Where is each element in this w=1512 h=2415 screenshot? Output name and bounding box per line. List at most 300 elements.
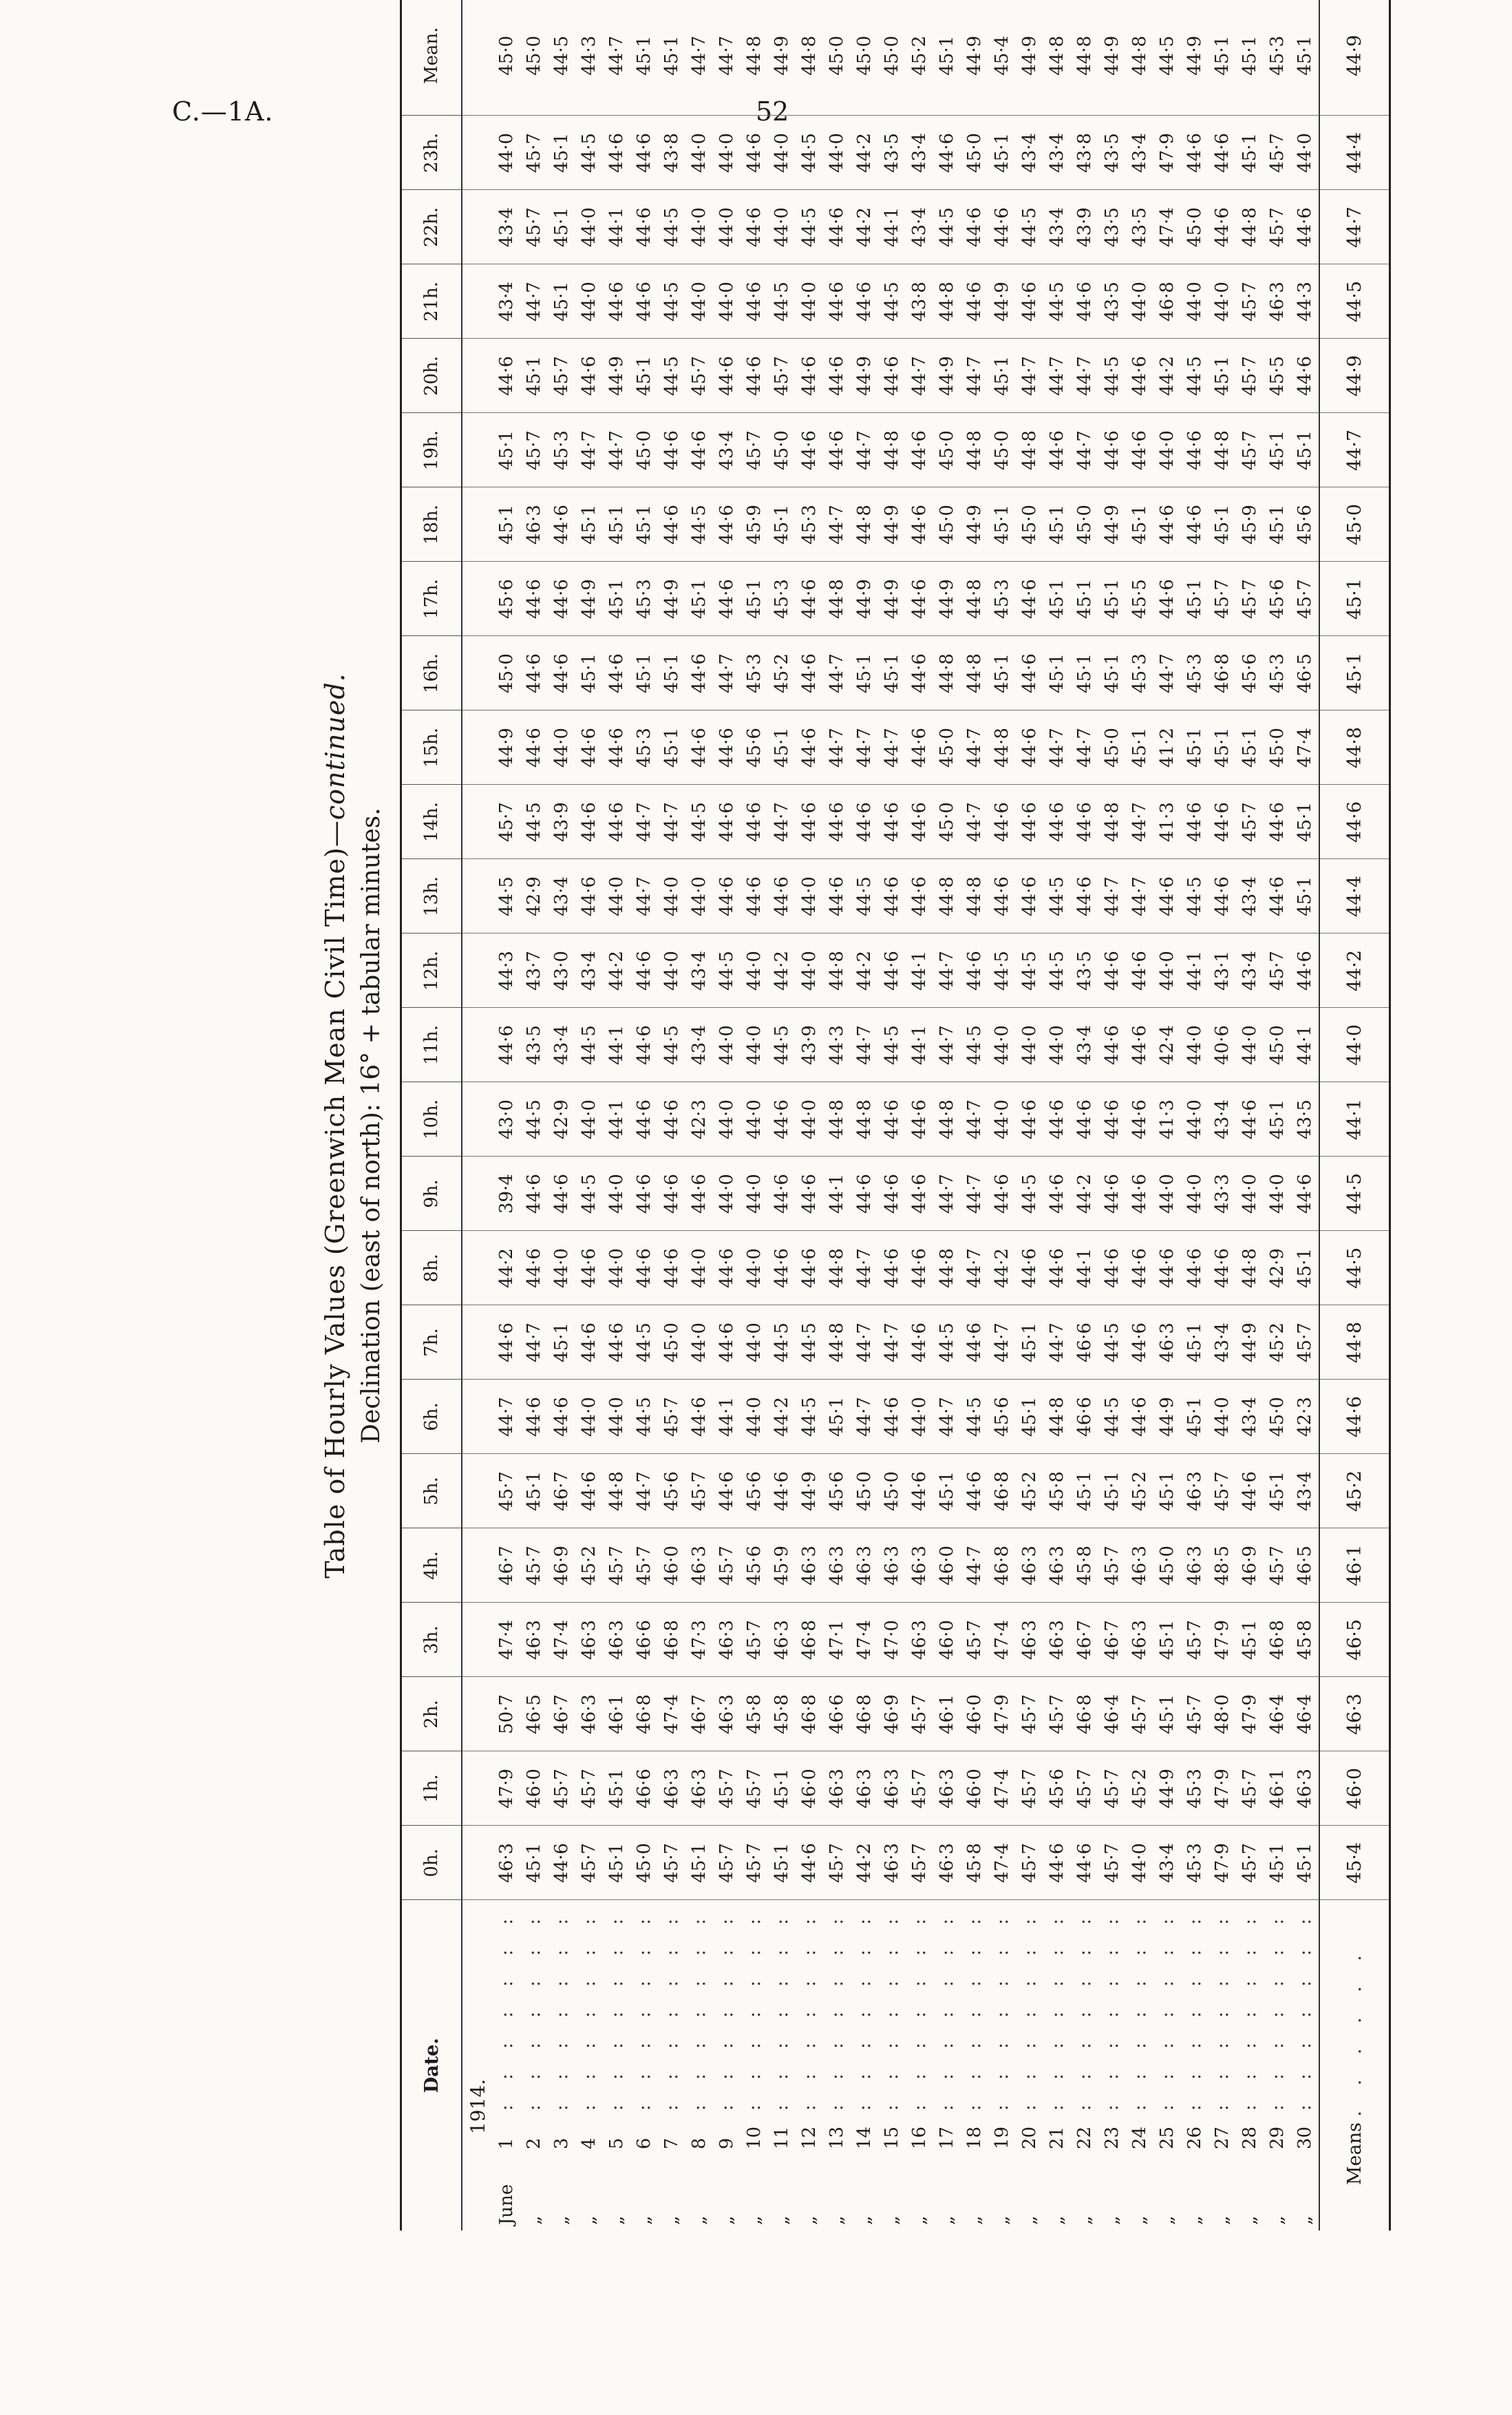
value-cell: 44·6 bbox=[796, 339, 823, 413]
value-cell: 45·6 bbox=[823, 1454, 851, 1528]
value-cell: 44·0 bbox=[685, 1231, 713, 1305]
value-cell: 45·1 bbox=[1291, 859, 1319, 934]
value-cell: 44·0 bbox=[603, 1380, 630, 1454]
value-cell: 44·0 bbox=[796, 859, 823, 934]
month-label: „ bbox=[744, 2215, 765, 2225]
value-cell: 44·5 bbox=[768, 264, 796, 339]
row-mean-cell: 45·0 bbox=[851, 0, 878, 116]
value-cell: 47·4 bbox=[658, 1677, 685, 1751]
hour-mean-cell: 44·0 bbox=[1319, 1008, 1389, 1082]
month-label: „ bbox=[827, 2215, 847, 2225]
value-cell: 43·4 bbox=[906, 116, 933, 190]
value-cell: 44·0 bbox=[713, 1082, 741, 1157]
value-cell: 44·6 bbox=[658, 487, 685, 562]
value-cell: 44·6 bbox=[713, 859, 741, 934]
value-cell: 44·6 bbox=[1016, 562, 1043, 636]
value-cell: 45·7 bbox=[548, 1751, 575, 1826]
value-cell: 44·6 bbox=[603, 116, 630, 190]
value-cell: 45·7 bbox=[1236, 1751, 1264, 1826]
value-cell: 44·6 bbox=[575, 339, 603, 413]
value-cell: 44·5 bbox=[961, 1008, 988, 1082]
value-cell: 45·7 bbox=[1236, 339, 1264, 413]
value-cell: 42·3 bbox=[685, 1082, 713, 1157]
date-cell bbox=[1264, 1900, 1291, 2231]
value-cell: 44·6 bbox=[961, 1454, 988, 1528]
value-cell: 45·1 bbox=[1098, 1454, 1126, 1528]
value-cell: 44·6 bbox=[796, 636, 823, 710]
value-cell: 45·3 bbox=[630, 562, 658, 636]
value-cell: 44·6 bbox=[961, 1305, 988, 1380]
value-cell: 46·3 bbox=[658, 1751, 685, 1826]
value-cell: 45·9 bbox=[768, 1528, 796, 1603]
value-cell: 44·0 bbox=[796, 1082, 823, 1157]
value-cell: 46·5 bbox=[520, 1677, 548, 1751]
value-cell: 44·9 bbox=[1153, 1751, 1181, 1826]
value-cell: 44·6 bbox=[713, 562, 741, 636]
row-mean-cell: 44·8 bbox=[741, 0, 768, 116]
value-cell: 43·4 bbox=[1153, 1826, 1181, 1900]
month-label: „ bbox=[1184, 2215, 1205, 2225]
leader-dots: : : : : : : : bbox=[1047, 1909, 1067, 2111]
value-cell: 44·7 bbox=[713, 636, 741, 710]
month-label: „ bbox=[1129, 2215, 1150, 2225]
value-cell: 43·4 bbox=[548, 1008, 575, 1082]
value-cell: 44·0 bbox=[1181, 1008, 1208, 1082]
value-cell: 45·8 bbox=[1291, 1603, 1319, 1677]
value-cell: 44·6 bbox=[768, 1454, 796, 1528]
blank-cell bbox=[462, 1082, 493, 1157]
month-label: „ bbox=[992, 2215, 1012, 2225]
value-cell: 44·6 bbox=[1126, 413, 1153, 487]
hour-mean-cell: 44·5 bbox=[1319, 1157, 1389, 1231]
date-cell bbox=[1043, 1900, 1071, 2231]
value-cell: 44·0 bbox=[988, 1082, 1016, 1157]
value-cell: 46·9 bbox=[548, 1528, 575, 1603]
value-cell: 44·7 bbox=[961, 1082, 988, 1157]
value-cell: 46·3 bbox=[823, 1528, 851, 1603]
value-cell: 45·0 bbox=[961, 116, 988, 190]
blank-cell bbox=[462, 487, 493, 562]
value-cell: 45·7 bbox=[1016, 1826, 1043, 1900]
hour-mean-cell: 46·5 bbox=[1319, 1603, 1389, 1677]
value-cell: 45·1 bbox=[1236, 116, 1264, 190]
header-row bbox=[402, 0, 462, 2231]
value-cell: 44·7 bbox=[493, 1380, 520, 1454]
value-cell: 44·7 bbox=[630, 859, 658, 934]
value-cell: 44·6 bbox=[741, 785, 768, 859]
value-cell: 44·6 bbox=[713, 1454, 741, 1528]
means-row bbox=[1319, 0, 1389, 2231]
value-cell: 43·7 bbox=[520, 934, 548, 1008]
value-cell: 43·4 bbox=[1236, 1380, 1264, 1454]
value-cell: 44·7 bbox=[1043, 710, 1071, 785]
blank-cell bbox=[462, 1826, 493, 1900]
hour-header: 5h. bbox=[402, 1454, 462, 1528]
value-cell: 44·8 bbox=[603, 1454, 630, 1528]
value-cell: 44·5 bbox=[575, 116, 603, 190]
value-cell: 45·7 bbox=[685, 339, 713, 413]
leader-dots: . . . . . . bbox=[1343, 1945, 1365, 2117]
value-cell: 44·5 bbox=[1016, 1157, 1043, 1231]
value-cell: 44·9 bbox=[851, 339, 878, 413]
value-cell: 45·1 bbox=[575, 636, 603, 710]
value-cell: 44·7 bbox=[1071, 710, 1098, 785]
value-cell: 46·7 bbox=[1098, 1603, 1126, 1677]
value-cell: 45·5 bbox=[1264, 339, 1291, 413]
value-cell: 44·8 bbox=[1098, 785, 1126, 859]
value-cell: 44·0 bbox=[1153, 413, 1181, 487]
value-cell: 44·5 bbox=[1098, 339, 1126, 413]
value-cell: 44·7 bbox=[851, 1380, 878, 1454]
value-cell: 44·5 bbox=[796, 1380, 823, 1454]
value-cell: 45·7 bbox=[1236, 562, 1264, 636]
value-cell: 44·9 bbox=[1098, 487, 1126, 562]
value-cell: 45·2 bbox=[1016, 1454, 1043, 1528]
value-cell: 44·9 bbox=[878, 487, 906, 562]
value-cell: 47·4 bbox=[988, 1751, 1016, 1826]
blank-cell bbox=[462, 1751, 493, 1826]
table-row bbox=[988, 0, 1016, 2231]
value-cell: 44·6 bbox=[1071, 264, 1098, 339]
value-cell: 45·1 bbox=[658, 710, 685, 785]
year-row bbox=[462, 0, 493, 2231]
value-cell: 44·2 bbox=[1153, 339, 1181, 413]
month-label: „ bbox=[689, 2215, 710, 2225]
month-label: „ bbox=[1019, 2215, 1040, 2225]
blank-cell bbox=[462, 0, 493, 116]
value-cell: 44·6 bbox=[575, 1454, 603, 1528]
value-cell: 43·4 bbox=[1016, 116, 1043, 190]
table-row bbox=[1208, 0, 1236, 2231]
value-cell: 44·0 bbox=[768, 116, 796, 190]
date-cell bbox=[823, 1900, 851, 2231]
value-cell: 44·0 bbox=[603, 859, 630, 934]
value-cell: 45·3 bbox=[1264, 636, 1291, 710]
value-cell: 44·6 bbox=[823, 190, 851, 264]
value-cell: 45·1 bbox=[1153, 1454, 1181, 1528]
value-cell: 44·8 bbox=[1208, 413, 1236, 487]
value-cell: 44·1 bbox=[603, 190, 630, 264]
leader-dots: : : : : : : : bbox=[1184, 1909, 1205, 2111]
value-cell: 45·3 bbox=[768, 562, 796, 636]
value-cell: 45·1 bbox=[1126, 710, 1153, 785]
value-cell: 44·9 bbox=[933, 562, 961, 636]
row-mean-cell: 45·1 bbox=[933, 0, 961, 116]
month-label: „ bbox=[716, 2215, 737, 2225]
value-cell: 45·1 bbox=[1153, 1677, 1181, 1751]
value-cell: 45·3 bbox=[548, 413, 575, 487]
hour-mean-cell: 45·1 bbox=[1319, 562, 1389, 636]
value-cell: 46·0 bbox=[796, 1751, 823, 1826]
leader-dots: : : : : : : : bbox=[524, 1909, 544, 2111]
day-label: 8 bbox=[689, 2138, 710, 2149]
value-cell: 44·9 bbox=[575, 562, 603, 636]
hour-header: 0h. bbox=[402, 1826, 462, 1900]
value-cell: 44·7 bbox=[823, 636, 851, 710]
value-cell: 45·8 bbox=[1043, 1454, 1071, 1528]
value-cell: 45·1 bbox=[1264, 1454, 1291, 1528]
value-cell: 45·0 bbox=[1181, 190, 1208, 264]
value-cell: 46·3 bbox=[878, 1751, 906, 1826]
value-cell: 44·6 bbox=[1181, 785, 1208, 859]
value-cell: 44·6 bbox=[878, 1157, 906, 1231]
blank-cell bbox=[462, 1008, 493, 1082]
leader-dots: : : : : : : : bbox=[827, 1909, 847, 2111]
value-cell: 45·0 bbox=[630, 413, 658, 487]
value-cell: 44·6 bbox=[851, 785, 878, 859]
value-cell: 39·4 bbox=[493, 1157, 520, 1231]
value-cell: 44·6 bbox=[906, 1231, 933, 1305]
value-cell: 43·4 bbox=[1126, 116, 1153, 190]
value-cell: 44·6 bbox=[796, 710, 823, 785]
date-cell bbox=[575, 1900, 603, 2231]
hour-header: 18h. bbox=[402, 487, 462, 562]
value-cell: 45·7 bbox=[906, 1826, 933, 1900]
value-cell: 44·0 bbox=[713, 190, 741, 264]
month-label: „ bbox=[1157, 2215, 1178, 2225]
hour-header: 16h. bbox=[402, 636, 462, 710]
value-cell: 44·5 bbox=[658, 190, 685, 264]
value-cell: 44·7 bbox=[1071, 339, 1098, 413]
value-cell: 44·6 bbox=[548, 562, 575, 636]
blank-cell bbox=[462, 1231, 493, 1305]
value-cell: 44·8 bbox=[961, 636, 988, 710]
value-cell: 45·1 bbox=[768, 1751, 796, 1826]
value-cell: 44·5 bbox=[630, 1380, 658, 1454]
value-cell: 43·4 bbox=[1208, 1305, 1236, 1380]
value-cell: 44·0 bbox=[768, 190, 796, 264]
value-cell: 44·6 bbox=[1236, 1082, 1264, 1157]
value-cell: 44·6 bbox=[575, 859, 603, 934]
value-cell: 45·7 bbox=[603, 1528, 630, 1603]
value-cell: 44·1 bbox=[906, 1008, 933, 1082]
value-cell: 46·6 bbox=[630, 1603, 658, 1677]
value-cell: 44·6 bbox=[548, 487, 575, 562]
value-cell: 44·8 bbox=[961, 859, 988, 934]
value-cell: 44·6 bbox=[823, 339, 851, 413]
value-cell: 45·0 bbox=[1071, 487, 1098, 562]
hour-mean-cell: 46·0 bbox=[1319, 1751, 1389, 1826]
value-cell: 45·1 bbox=[1264, 487, 1291, 562]
value-cell: 44·0 bbox=[1236, 1008, 1264, 1082]
value-cell: 45·6 bbox=[1043, 1751, 1071, 1826]
value-cell: 43·4 bbox=[1043, 116, 1071, 190]
value-cell: 44·6 bbox=[878, 1380, 906, 1454]
row-mean-cell: 45·1 bbox=[658, 0, 685, 116]
value-cell: 45·3 bbox=[630, 710, 658, 785]
value-cell: 46·8 bbox=[796, 1603, 823, 1677]
value-cell: 44·6 bbox=[823, 859, 851, 934]
value-cell: 44·5 bbox=[878, 264, 906, 339]
table-row bbox=[1181, 0, 1208, 2231]
month-label: „ bbox=[634, 2215, 654, 2225]
hour-mean-cell: 44·9 bbox=[1319, 339, 1389, 413]
value-cell: 45·2 bbox=[1126, 1751, 1153, 1826]
value-cell: 44·0 bbox=[685, 1305, 713, 1380]
value-cell: 44·7 bbox=[878, 1305, 906, 1380]
value-cell: 45·1 bbox=[520, 339, 548, 413]
value-cell: 45·0 bbox=[933, 413, 961, 487]
day-label: 30 bbox=[1295, 2126, 1315, 2149]
value-cell: 45·8 bbox=[768, 1677, 796, 1751]
hour-mean-cell: 44·5 bbox=[1319, 1231, 1389, 1305]
value-cell: 44·8 bbox=[988, 710, 1016, 785]
value-cell: 46·6 bbox=[1071, 1305, 1098, 1380]
value-cell: 44·0 bbox=[603, 1231, 630, 1305]
day-label: 13 bbox=[827, 2126, 847, 2149]
date-cell bbox=[630, 1900, 658, 2231]
value-cell: 45·1 bbox=[1208, 339, 1236, 413]
value-cell: 44·0 bbox=[1126, 264, 1153, 339]
value-cell: 44·5 bbox=[685, 487, 713, 562]
value-cell: 46·3 bbox=[1264, 264, 1291, 339]
value-cell: 45·7 bbox=[713, 1826, 741, 1900]
value-cell: 44·6 bbox=[851, 1157, 878, 1231]
value-cell: 44·6 bbox=[768, 1157, 796, 1231]
leader-dots: : : : : : : : bbox=[496, 1909, 517, 2111]
value-cell: 45·7 bbox=[1181, 1677, 1208, 1751]
value-cell: 44·0 bbox=[685, 859, 713, 934]
value-cell: 44·5 bbox=[1098, 1305, 1126, 1380]
value-cell: 44·8 bbox=[1043, 1380, 1071, 1454]
table-body bbox=[462, 0, 1389, 2231]
value-cell: 44·2 bbox=[1071, 1157, 1098, 1231]
hour-mean-cell: 44·5 bbox=[1319, 264, 1389, 339]
value-cell: 44·6 bbox=[630, 1008, 658, 1082]
hour-mean-cell: 44·6 bbox=[1319, 785, 1389, 859]
table-row bbox=[630, 0, 658, 2231]
value-cell: 45·7 bbox=[1291, 562, 1319, 636]
value-cell: 45·7 bbox=[1264, 1528, 1291, 1603]
value-cell: 44·6 bbox=[713, 487, 741, 562]
value-cell: 45·1 bbox=[548, 1305, 575, 1380]
value-cell: 44·7 bbox=[988, 1305, 1016, 1380]
value-cell: 44·5 bbox=[520, 785, 548, 859]
row-mean-cell: 44·5 bbox=[1153, 0, 1181, 116]
value-cell: 44·6 bbox=[988, 785, 1016, 859]
value-cell: 44·6 bbox=[548, 1380, 575, 1454]
value-cell: 45·1 bbox=[603, 562, 630, 636]
value-cell: 45·7 bbox=[741, 1826, 768, 1900]
day-label: 17 bbox=[937, 2126, 957, 2149]
value-cell: 45·7 bbox=[548, 339, 575, 413]
value-cell: 45·3 bbox=[796, 487, 823, 562]
leader-dots: : : : : : : : bbox=[771, 1909, 792, 2111]
value-cell: 46·3 bbox=[823, 1751, 851, 1826]
value-cell: 44·7 bbox=[961, 710, 988, 785]
value-cell: 44·0 bbox=[1126, 1826, 1153, 1900]
value-cell: 44·7 bbox=[575, 413, 603, 487]
value-cell: 44·6 bbox=[906, 710, 933, 785]
value-cell: 45·7 bbox=[1043, 1677, 1071, 1751]
value-cell: 44·7 bbox=[520, 1305, 548, 1380]
value-cell: 44·6 bbox=[1181, 1231, 1208, 1305]
means-label: Means bbox=[1343, 2122, 1365, 2185]
value-cell: 45·1 bbox=[1043, 562, 1071, 636]
value-cell: 44·6 bbox=[1098, 1082, 1126, 1157]
row-mean-cell: 44·7 bbox=[603, 0, 630, 116]
value-cell: 45·1 bbox=[630, 487, 658, 562]
value-cell: 44·9 bbox=[796, 1454, 823, 1528]
value-cell: 44·6 bbox=[1181, 487, 1208, 562]
value-cell: 45·7 bbox=[685, 1454, 713, 1528]
month-label: „ bbox=[909, 2215, 930, 2225]
value-cell: 46·1 bbox=[603, 1677, 630, 1751]
blank-cell bbox=[462, 413, 493, 487]
value-cell: 42·9 bbox=[548, 1082, 575, 1157]
value-cell: 43·5 bbox=[878, 116, 906, 190]
date-cell bbox=[1071, 1900, 1098, 2231]
day-label: 2 bbox=[524, 2138, 544, 2149]
hour-header: 10h. bbox=[402, 1082, 462, 1157]
value-cell: 44·7 bbox=[630, 1454, 658, 1528]
leader-dots: : : : : : : : bbox=[799, 1909, 820, 2111]
hour-header: 14h. bbox=[402, 785, 462, 859]
leader-dots: : : : : : : : bbox=[1212, 1909, 1233, 2111]
value-cell: 45·7 bbox=[1016, 1677, 1043, 1751]
value-cell: 44·6 bbox=[1016, 1082, 1043, 1157]
row-mean-cell: 45·2 bbox=[906, 0, 933, 116]
value-cell: 43·5 bbox=[1071, 934, 1098, 1008]
value-cell: 45·1 bbox=[548, 190, 575, 264]
value-cell: 46·6 bbox=[1071, 1380, 1098, 1454]
value-cell: 44·5 bbox=[713, 934, 741, 1008]
value-cell: 45·7 bbox=[658, 1380, 685, 1454]
value-cell: 44·6 bbox=[1153, 562, 1181, 636]
value-cell: 44·5 bbox=[1043, 859, 1071, 934]
value-cell: 44·6 bbox=[630, 1231, 658, 1305]
table-row bbox=[851, 0, 878, 2231]
value-cell: 44·6 bbox=[548, 1826, 575, 1900]
row-mean-cell: 44·8 bbox=[796, 0, 823, 116]
value-cell: 44·0 bbox=[1208, 264, 1236, 339]
value-cell: 43·8 bbox=[906, 264, 933, 339]
date-cell bbox=[1208, 1900, 1236, 2231]
leader-dots: : : : : : : : bbox=[689, 1909, 710, 2111]
table-row bbox=[878, 0, 906, 2231]
value-cell: 44·0 bbox=[658, 859, 685, 934]
value-cell: 44·0 bbox=[1291, 116, 1319, 190]
value-cell: 46·3 bbox=[851, 1528, 878, 1603]
hour-header: 20h. bbox=[402, 339, 462, 413]
value-cell: 46·1 bbox=[1264, 1751, 1291, 1826]
value-cell: 45·1 bbox=[1264, 1082, 1291, 1157]
leader-dots: : : : : : : : bbox=[579, 1909, 599, 2111]
value-cell: 44·9 bbox=[878, 562, 906, 636]
value-cell: 44·0 bbox=[1181, 264, 1208, 339]
value-cell: 44·9 bbox=[851, 562, 878, 636]
value-cell: 44·0 bbox=[713, 1157, 741, 1231]
value-cell: 44·6 bbox=[1071, 1082, 1098, 1157]
hour-mean-cell: 44·4 bbox=[1319, 116, 1389, 190]
value-cell: 46·3 bbox=[685, 1528, 713, 1603]
value-cell: 45·1 bbox=[878, 636, 906, 710]
value-cell: 44·1 bbox=[823, 1157, 851, 1231]
value-cell: 44·7 bbox=[933, 1008, 961, 1082]
month-label: June bbox=[496, 2184, 517, 2225]
value-cell: 46·5 bbox=[1291, 1528, 1319, 1603]
value-cell: 45·1 bbox=[1291, 785, 1319, 859]
value-cell: 45·1 bbox=[988, 339, 1016, 413]
table-row bbox=[603, 0, 630, 2231]
day-label: 5 bbox=[606, 2138, 627, 2149]
hour-header: 8h. bbox=[402, 1231, 462, 1305]
hour-mean-cell: 45·2 bbox=[1319, 1454, 1389, 1528]
value-cell: 44·6 bbox=[630, 1082, 658, 1157]
value-cell: 44·6 bbox=[988, 190, 1016, 264]
value-cell: 44·6 bbox=[493, 1008, 520, 1082]
value-cell: 46·3 bbox=[520, 1603, 548, 1677]
